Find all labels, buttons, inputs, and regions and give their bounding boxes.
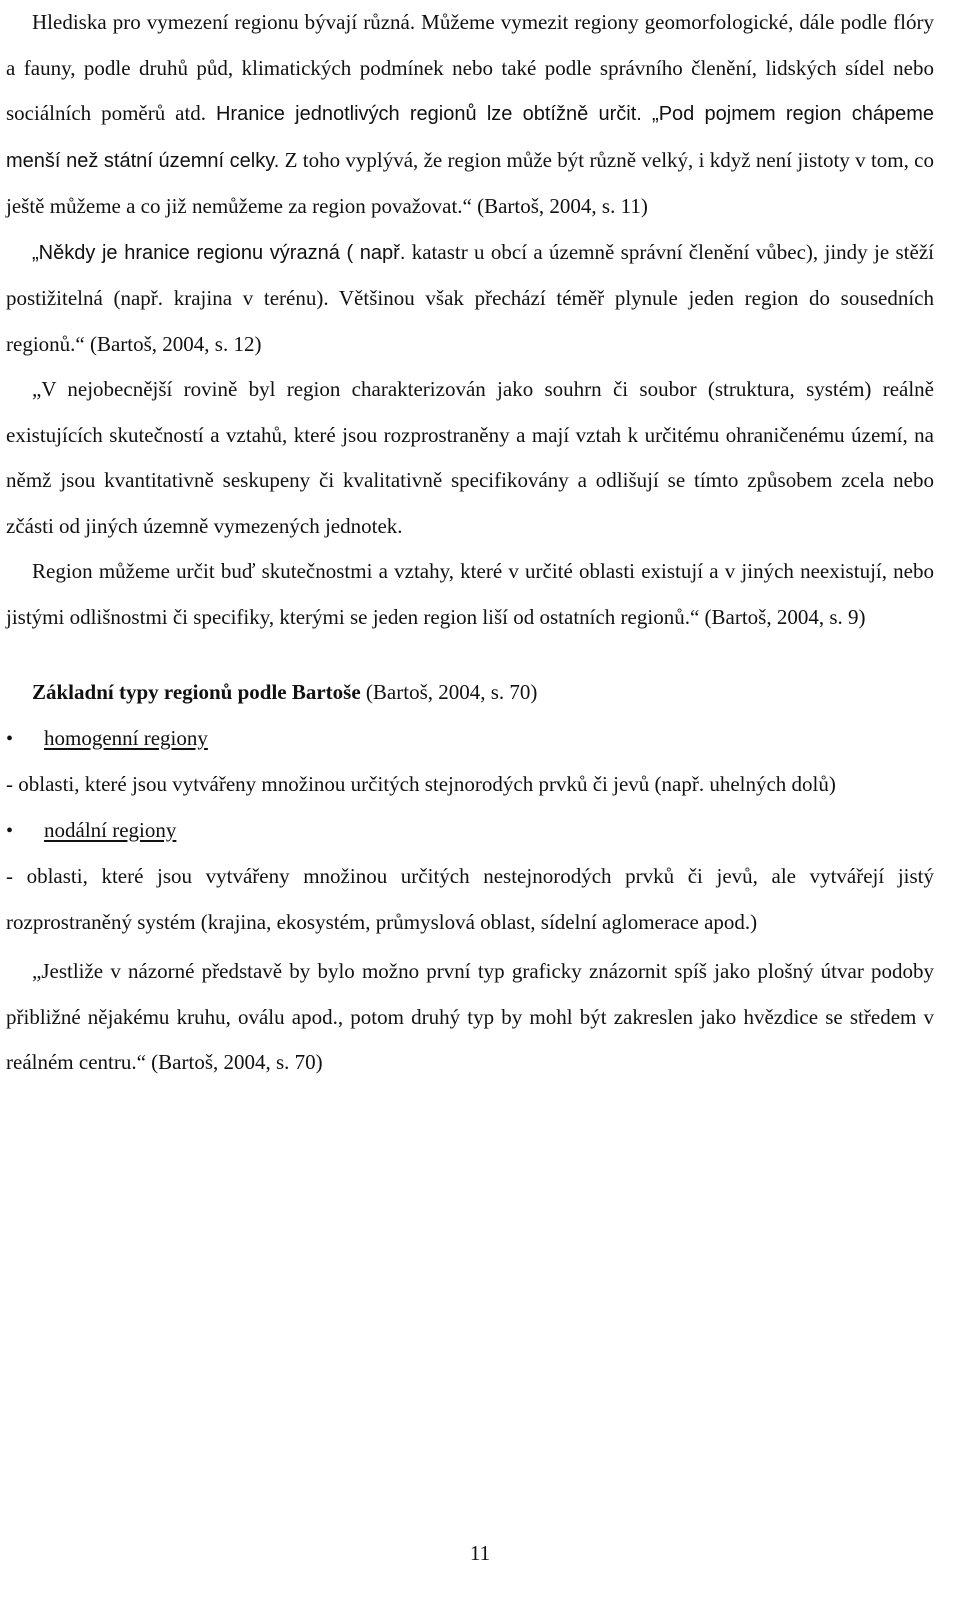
- paragraph-region-boundary-text: katastr u obcí a územně správní členění vůbec), jindy je stěží postižitelná (např. krajina v terénu). Většinou však přechází téměř plynule jeden region do sousedních regionů.“ (Bartoš, 2004, s. 12): [6, 239, 934, 356]
- section-heading-bold: Základní typy regionů podle Bartoše: [32, 680, 361, 704]
- bullet-icon: •: [6, 819, 14, 842]
- paragraph-region-borders-text: Hranice jednotlivých regionů lze obtížně určit. „Pod pojmem region chápeme menší než státní územní celky.: [6, 103, 934, 172]
- bullet-icon: •: [6, 727, 14, 750]
- bullet-description-nodal: - oblasti, které jsou vytvářeny množinou určitých nestejnorodých prvků či jevů, ale vytvářejí jistý rozprostraněný systém (krajina, ekosystém, průmyslová oblast, sídelní aglomerace apod.): [6, 864, 934, 934]
- section-heading: [6, 670, 934, 716]
- bullet-description-homogeneous: - oblasti, které jsou vytvářeny množinou určitých stejnorodých prvků či jevů (např. uhelných dolů): [6, 772, 836, 796]
- paragraph-region-definition: „V nejobecnější rovině byl region charakterizován jako souhrn či soubor (struktura, systém) reálně existujících skutečností a vztahů, které jsou rozprostraněny a mají vztah k určitému ohraničenému území, na němž jsou kvantitativně seskupeny či kvalitativně specifikovány a odlišují se tímto způsobem zcela nebo zčásti od jiných územně vymezených jednotek.: [6, 377, 934, 538]
- paragraph-region-criteria-text: Hlediska pro vymezení regionu bývají různá. Můžeme vymezit regiony geomorfologické, dále podle flóry a fauny, podle druhů půd, klimatických podmínek nebo také podle správního členění, lidských sídel nebo sociálních poměrů atd.: [6, 10, 934, 125]
- bullet-item-homogeneous: [6, 716, 934, 763]
- bullet-label: homogenní regiony: [44, 725, 208, 750]
- paragraph-graphic-representation: „Jestliže v názorné představě by bylo možno první typ graficky znázornit spíš jako plošný útvar podoby přibližné nějakému kruhu, oválu apod., potom druhý typ by mohl být zakreslen jako hvězdice se středem v reálném centru.“ (Bartoš, 2004, s. 70): [6, 959, 934, 1074]
- bullet-label: nodální regiony: [44, 817, 177, 842]
- paragraph-region-boundary: [6, 230, 934, 368]
- document-page: [6, 0, 934, 1086]
- paragraph-region-boundary-quote-start: „Někdy je hranice regionu výrazná ( např.: [32, 241, 406, 264]
- paragraph-region-size-text: Z toho vyplývá, že region může být různě velký, i když není jistoty v tom, co ještě můžeme a co již nemůžeme za region považovat.“ (Bartoš, 2004, s. 11): [6, 147, 934, 218]
- page-number: 11: [469, 1541, 491, 1565]
- paragraph-region-determination: Region můžeme určit buď skutečnostmi a vztahy, které v určité oblasti existují a v jiných neexistují, nebo jistými odlišnostmi či specifiky, kterými se jeden region liší od ostatních regionů.“ (Bartoš, 2004, s. 9): [6, 559, 934, 629]
- spacer: [6, 640, 934, 670]
- section-heading-citation: (Bartoš, 2004, s. 70): [365, 680, 538, 704]
- bullet-item-nodal: [6, 808, 934, 855]
- paragraph-region-criteria: [6, 0, 934, 230]
